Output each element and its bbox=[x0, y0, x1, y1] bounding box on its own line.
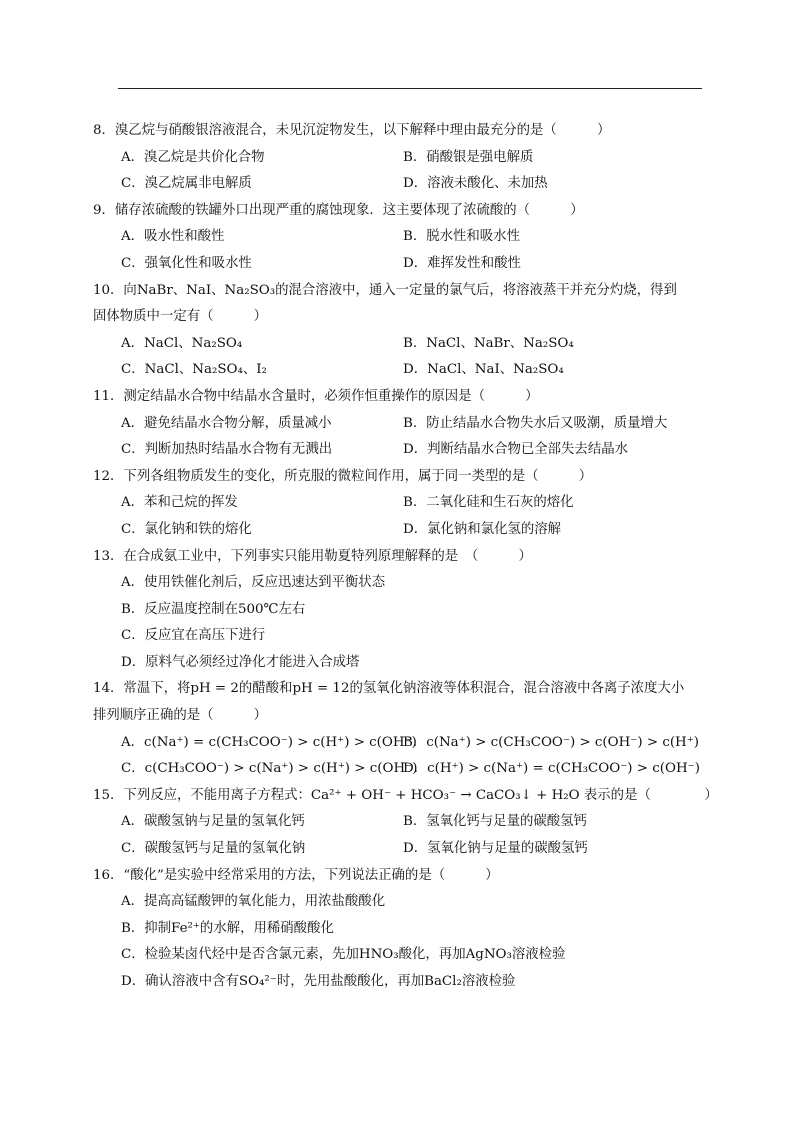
option-b: B．脱水性和吸水性 bbox=[403, 229, 520, 245]
options-row bbox=[93, 730, 713, 757]
option-a: A．NaCl、Na₂SO₄ bbox=[121, 335, 243, 351]
options-row bbox=[93, 224, 713, 251]
options-row bbox=[93, 490, 713, 517]
question-12: 12．下列各组物质发生的变化，所克服的微粒间作用，属于同一类型的是（ ） bbox=[93, 468, 593, 484]
options-row bbox=[93, 517, 713, 544]
options-row bbox=[93, 251, 713, 278]
option-b: B．NaCl、NaBr、Na₂SO₄ bbox=[403, 335, 574, 351]
option-d: D．氢氧化钠与足量的碳酸氢钙 bbox=[403, 841, 588, 857]
question-list bbox=[93, 118, 718, 996]
option-a: A．溴乙烷是共价化合物 bbox=[121, 149, 265, 165]
question-14-cont: 排列顺序正确的是（ ） bbox=[93, 708, 268, 724]
option-d: D．氯化钠和氯化氢的溶解 bbox=[403, 521, 562, 537]
option-b: B．c(Na⁺) > c(CH₃COO⁻) > c(OH⁻) > c(H⁺) bbox=[403, 734, 700, 750]
option-d: D．溶液未酸化、未加热 bbox=[403, 176, 548, 192]
question-14: 14．常温下，将pH = 2的醋酸和pH = 12的氢氧化钠溶液等体积混合，混合溶液中各离子浓度大小 bbox=[93, 681, 685, 697]
options-row bbox=[93, 411, 713, 438]
option-c: C．强氧化性和吸水性 bbox=[121, 255, 252, 271]
option-d: D．判断结晶水合物已全部失去结晶水 bbox=[403, 442, 628, 458]
option-b: B．氢氧化钙与足量的碳酸氢钙 bbox=[403, 814, 587, 830]
option-b: B．抑制Fe²⁺的水解，用稀硝酸酸化 bbox=[121, 920, 334, 936]
option-a: A．吸水性和酸性 bbox=[121, 229, 225, 245]
question-13: 13．在合成氨工业中，下列事实只能用勒夏特列原理解释的是 （ ） bbox=[93, 548, 532, 564]
options-row bbox=[93, 437, 713, 464]
options-row bbox=[93, 331, 713, 358]
option-d: D．确认溶液中含有SO₄²⁻时，先用盐酸酸化，再加BaCl₂溶液检验 bbox=[121, 974, 516, 989]
option-c: C．碳酸氢钙与足量的氢氧化钠 bbox=[121, 841, 306, 857]
options-row bbox=[93, 145, 713, 172]
option-c: C．溴乙烷属非电解质 bbox=[121, 176, 252, 192]
option-b: B．二氧化硅和生石灰的熔化 bbox=[403, 495, 574, 511]
option-a: A．提高高锰酸钾的氧化能力，用浓盐酸酸化 bbox=[121, 894, 386, 910]
option-c: C．NaCl、Na₂SO₄、I₂ bbox=[121, 362, 267, 378]
option-a: A．苯和己烷的挥发 bbox=[121, 495, 238, 511]
option-d: D．原料气必须经过净化才能进入合成塔 bbox=[121, 654, 360, 670]
question-9: 9．储存浓硫酸的铁罐外口出现严重的腐蚀现象．这主要体现了浓硫酸的（ ） bbox=[93, 202, 584, 218]
options-row bbox=[93, 756, 713, 783]
option-c: C．氯化钠和铁的熔化 bbox=[121, 521, 252, 537]
option-c: C．反应宜在高压下进行 bbox=[121, 628, 266, 644]
option-c: C．判断加热时结晶水合物有无溅出 bbox=[121, 442, 333, 458]
options-row bbox=[93, 171, 713, 198]
option-c: C．c(CH₃COO⁻) > c(Na⁺) > c(H⁺) > c(OH⁻) bbox=[121, 761, 418, 777]
question-11: 11．测定结晶水合物中结晶水含量时，必须作恒重操作的原因是（ ） bbox=[93, 388, 539, 404]
options-row bbox=[93, 836, 713, 863]
question-15: 15．下列反应，不能用离子方程式：Ca²⁺ + OH⁻ + HCO₃⁻ → CaCO₃↓ + H₂O 表示的是（ ） bbox=[93, 787, 718, 803]
option-d: D．难挥发性和酸性 bbox=[403, 255, 521, 271]
option-c: C．检验某卤代烃中是否含氯元素，先加HNO₃酸化，再加AgNO₃溶液检验 bbox=[121, 947, 566, 963]
option-a: A．避免结晶水合物分解，质量减小 bbox=[121, 415, 332, 431]
option-b: B．硝酸银是强电解质 bbox=[403, 149, 534, 165]
options-row bbox=[93, 809, 713, 836]
option-a: A．使用铁催化剂后，反应迅速达到平衡状态 bbox=[121, 575, 386, 591]
option-a: A．碳酸氢钠与足量的氢氧化钙 bbox=[121, 814, 305, 830]
question-10-cont: 固体物质中一定有（ ） bbox=[93, 309, 268, 325]
option-a: A．c(Na⁺) = c(CH₃COO⁻) > c(H⁺) > c(OH⁻) bbox=[121, 734, 417, 750]
question-10: 10．向NaBr、NaI、Na₂SO₃的混合溶液中，通入一定量的氯气后，将溶液蒸干并充分灼烧，得到 bbox=[93, 282, 677, 298]
option-b: B．反应温度控制在500℃左右 bbox=[121, 601, 306, 617]
question-8: 8．溴乙烷与硝酸银溶液混合，未见沉淀物发生，以下解释中理由最充分的是（ ） bbox=[93, 123, 611, 138]
options-row bbox=[93, 357, 713, 384]
option-d: D．NaCl、NaI、Na₂SO₄ bbox=[403, 362, 564, 378]
header-rule bbox=[118, 88, 702, 89]
question-16: 16．“酸化”是实验中经常采用的方法，下列说法正确的是（ ） bbox=[93, 867, 499, 883]
option-d: D．c(H⁺) > c(Na⁺) = c(CH₃COO⁻) > c(OH⁻) bbox=[403, 761, 700, 777]
option-b: B．防止结晶水合物失水后又吸潮，质量增大 bbox=[403, 415, 668, 431]
